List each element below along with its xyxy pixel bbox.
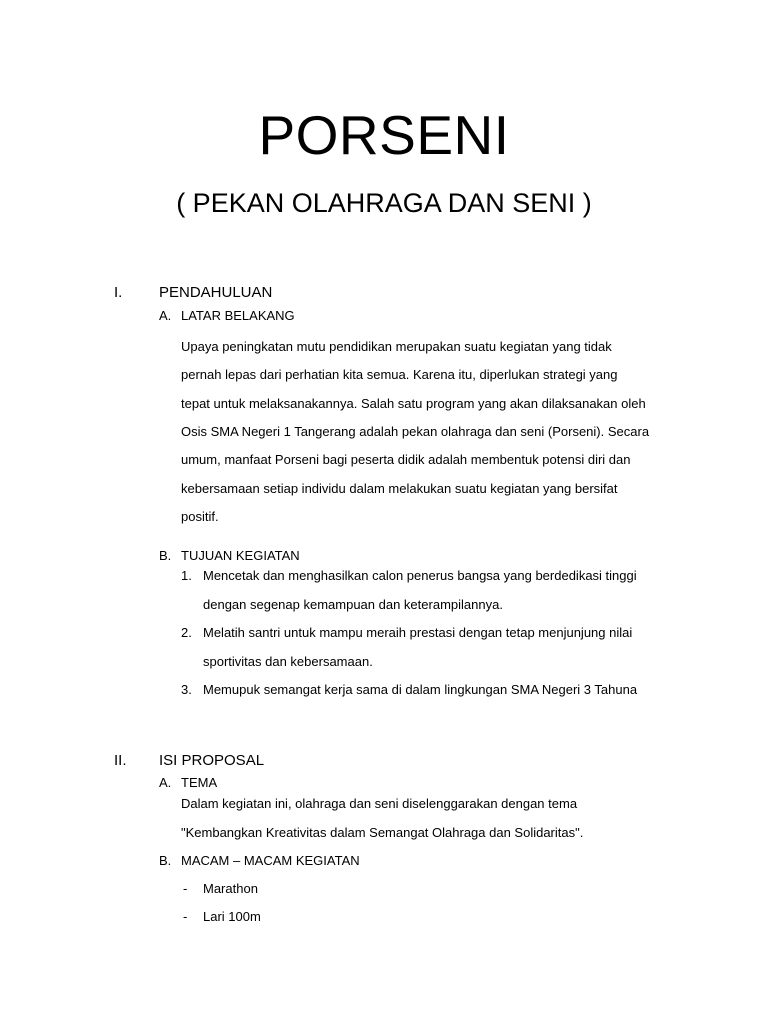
paragraph-line: kebersamaan setiap individu dalam melakukan suatu kegiatan yang bersifat — [181, 481, 618, 496]
paragraph-line: positif. — [181, 509, 219, 524]
bullet-item: Lari 100m — [203, 909, 261, 924]
paragraph-line: Osis SMA Negeri 1 Tangerang adalah pekan olahraga dan seni (Porseni). Secara — [181, 424, 650, 439]
section-heading: ISI PROPOSAL — [159, 752, 265, 769]
subsection-letter: A. — [159, 308, 172, 323]
section-heading: PENDAHULUAN — [159, 284, 273, 301]
list-item-number: 1. — [181, 568, 192, 583]
list-item-line: dengan segenap kemampuan dan keterampilannya. — [203, 597, 503, 612]
document-subtitle: ( PEKAN OLAHRAGA DAN SENI ) — [176, 188, 592, 218]
document-title: PORSENI — [258, 104, 510, 166]
paragraph-line: pernah lepas dari perhatian kita semua. Karena itu, diperlukan strategi yang — [181, 367, 618, 382]
subsection-letter: B. — [159, 853, 172, 868]
bullet-dash: - — [183, 909, 188, 924]
section-number: II. — [114, 752, 127, 769]
subsection-heading: MACAM – MACAM KEGIATAN — [181, 853, 360, 868]
paragraph-line: Dalam kegiatan ini, olahraga dan seni diselenggarakan dengan tema — [181, 796, 578, 811]
subsection-heading: TEMA — [181, 775, 218, 790]
subsection-letter: B. — [159, 548, 172, 563]
paragraph-line: tepat untuk melaksanakannya. Salah satu program yang akan dilaksanakan oleh — [181, 396, 646, 411]
paragraph-line: "Kembangkan Kreativitas dalam Semangat Olahraga dan Solidaritas". — [181, 825, 584, 840]
subsection-letter: A. — [159, 775, 172, 790]
list-item-number: 2. — [181, 625, 192, 640]
list-item-line: Memupuk semangat kerja sama di dalam lingkungan SMA Negeri 3 Tahuna — [203, 682, 638, 697]
paragraph-line: Upaya peningkatan mutu pendidikan merupakan suatu kegiatan yang tidak — [181, 339, 612, 354]
list-item-line: Melatih santri untuk mampu meraih prestasi dengan tetap menjunjung nilai — [203, 625, 633, 640]
list-item-line: Mencetak dan menghasilkan calon penerus bangsa yang berdedikasi tinggi — [203, 568, 637, 583]
paragraph-line: umum, manfaat Porseni bagi peserta didik adalah membentuk potensi diri dan — [181, 452, 631, 467]
subsection-heading: LATAR BELAKANG — [181, 308, 295, 323]
subsection-heading: TUJUAN KEGIATAN — [181, 548, 300, 563]
bullet-item: Marathon — [203, 881, 258, 896]
bullet-dash: - — [183, 881, 188, 896]
list-item-line: sportivitas dan kebersamaan. — [203, 654, 373, 669]
section-number: I. — [114, 284, 123, 301]
list-item-number: 3. — [181, 682, 192, 697]
